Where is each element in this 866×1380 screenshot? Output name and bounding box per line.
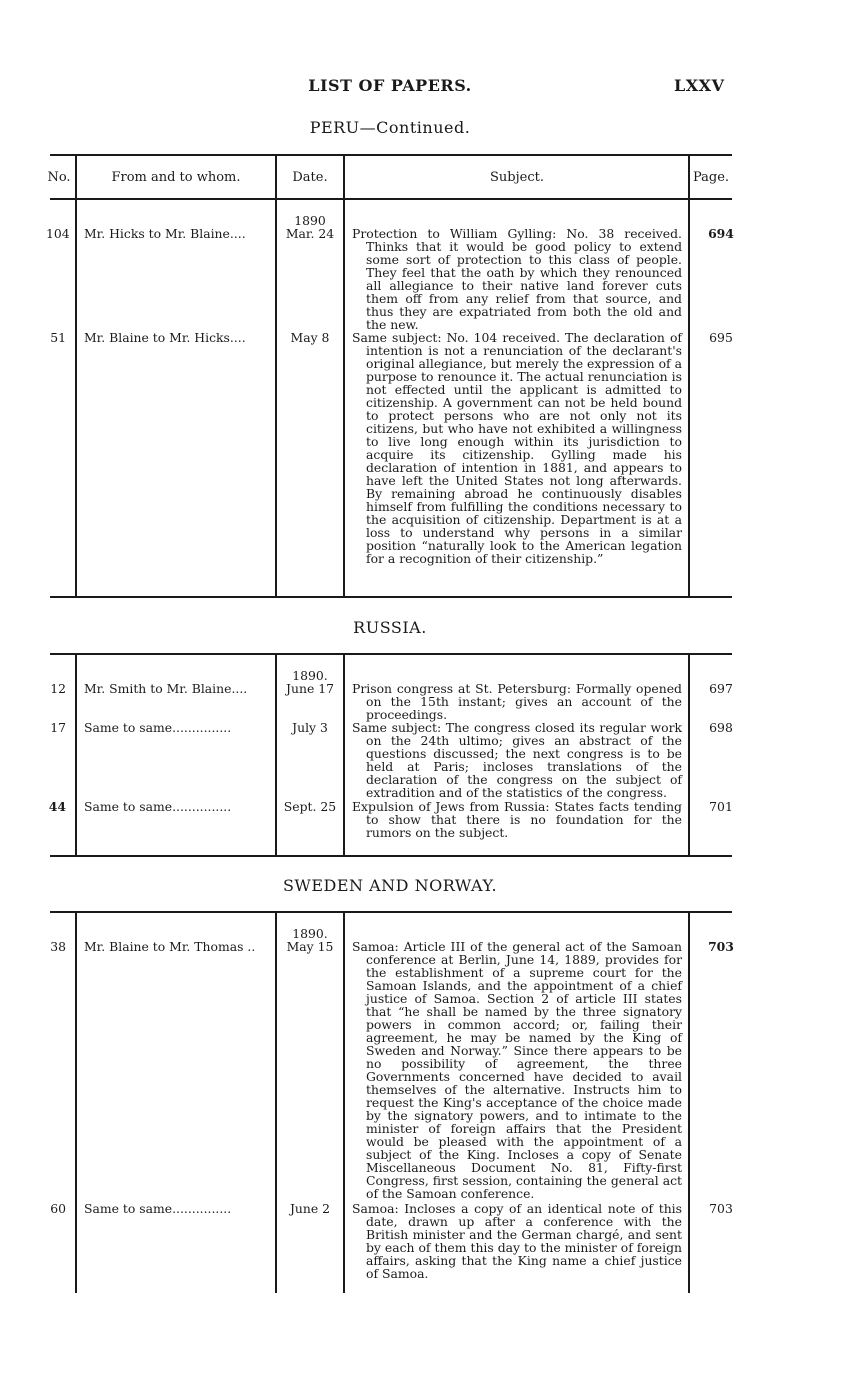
entry-from-to: Mr. Smith to Mr. Blaine....	[84, 682, 248, 695]
entry-number: 44	[48, 799, 66, 814]
column-divider	[275, 156, 277, 596]
entry-number: 17	[50, 720, 66, 735]
column-header-page: Page.	[692, 170, 730, 185]
entry-page: 703	[708, 939, 734, 954]
entry-number: 12	[50, 681, 66, 696]
section-title-russia: RUSSIA.	[353, 618, 427, 637]
entry-date: Mar. 24	[285, 226, 335, 241]
column-divider	[75, 913, 77, 1293]
entry-page: 698	[709, 720, 733, 735]
entry-number: 51	[50, 330, 66, 345]
column-divider	[343, 655, 345, 855]
entry-from-to: Mr. Blaine to Mr. Hicks....	[84, 331, 246, 344]
column-header-no: No.	[47, 170, 71, 185]
entry-page: 694	[708, 226, 734, 241]
entry-subject: Same subject: The congress closed its regular work on the 24th ultimo; gives an abstract of the questions discussed; the next congress is to be held at Paris; incloses translations of the declaration of the congress on the subject of extradition and of the statistics of the congress.	[352, 720, 682, 800]
entry-page: 701	[709, 799, 733, 814]
entry-number: 104	[46, 226, 70, 241]
column-header-date: Date.	[292, 170, 328, 185]
entry-from-to: Same to same...............	[84, 721, 232, 734]
entry-subject: Protection to William Gylling: No. 38 received. Thinks that it would be good policy to extend some sort of protection to this class of people. They feel that the oath by which they renounced all allegiance to their native land forever cuts them off from any relief from that source, and thus they are expatriated from both the old and the new.	[352, 226, 682, 332]
column-divider	[688, 913, 690, 1293]
entry-page: 703	[709, 1201, 733, 1216]
column-divider	[343, 156, 345, 596]
entry-number: 38	[50, 939, 66, 954]
entry-year: 1890	[294, 213, 326, 228]
entry-from-to: Mr. Blaine to Mr. Thomas ..	[84, 940, 256, 953]
entry-subject: Samoa: Incloses a copy of an identical note of this date, drawn up after a conference with the British minister and the German chargé, and sent by each of them this day to the minister of foreign affairs, asking that the King name a chief justice of Samoa.	[352, 1201, 682, 1281]
table-bottom-rule	[50, 855, 732, 857]
entry-date: July 3	[292, 720, 328, 735]
column-divider	[343, 913, 345, 1293]
entry-year: 1890.	[292, 926, 328, 941]
column-divider	[75, 156, 77, 596]
table-top-rule	[50, 653, 732, 655]
section-title-peru: PERU—Continued.	[309, 118, 471, 137]
page-header	[0, 76, 866, 100]
entry-number: 60	[50, 1201, 66, 1216]
section-title-sweden-norway: SWEDEN AND NORWAY.	[282, 876, 498, 895]
header-rule	[50, 198, 732, 200]
entry-page: 697	[709, 681, 733, 696]
entry-subject: Same subject: No. 104 received. The declaration of intention is not a renunciation of the declarant's original allegiance, but merely the expression of a purpose to renounce it. The actual renunciation is not effected until the applicant is admitted to citizenship. A government can not be held bound to protect persons who are not only not its citizens, but who have not exhibited a willingness to live long enough within its jurisdiction to acquire its citizenship. Gylling made his declaration of intention in 1881, and appears to have left the United States not long afterwards. By remaining abroad he continuously disables himself from fulfilling the conditions necessary to the acquisition of citizenship. Department is at a loss to understand why persons in a similar position “naturally look to the American legation for a recognition of their citizenship.”	[352, 330, 682, 566]
column-divider	[75, 655, 77, 855]
column-divider	[688, 156, 690, 596]
entry-from-to: Same to same...............	[84, 1202, 232, 1215]
entry-date: May 15	[286, 939, 334, 954]
column-header-subject: Subject.	[490, 170, 544, 185]
page-number: LXXV	[674, 76, 725, 95]
table-top-rule	[50, 154, 732, 156]
column-divider	[688, 655, 690, 855]
entry-year: 1890.	[292, 668, 328, 683]
page-title: LIST OF PAPERS.	[308, 76, 472, 95]
entry-page: 695	[709, 330, 733, 345]
entry-date: May 8	[290, 330, 330, 345]
column-divider	[275, 913, 277, 1293]
entry-subject: Expulsion of Jews from Russia: States facts tending to show that there is no foundation for the rumors on the subject.	[352, 799, 682, 840]
column-header-from: From and to whom.	[111, 170, 241, 185]
entry-from-to: Same to same...............	[84, 800, 232, 813]
entry-date: June 2	[289, 1201, 331, 1216]
entry-date: June 17	[286, 681, 334, 696]
table-bottom-rule	[50, 596, 732, 598]
entry-from-to: Mr. Hicks to Mr. Blaine....	[84, 227, 246, 240]
entry-date: Sept. 25	[283, 799, 337, 814]
table-top-rule	[50, 911, 732, 913]
entry-subject: Prison congress at St. Petersburg: Formally opened on the 15th instant; gives an account of the proceedings.	[352, 681, 682, 722]
entry-subject: Samoa: Article III of the general act of the Samoan conference at Berlin, June 14, 1889, provides for the establishment of a supreme court for the Samoan Islands, and the appointment of a chief justice of Samoa. Section 2 of article III states that “he shall be named by the three signatory powers in common accord; or, failing their agreement, he may be named by the King of Sweden and Norway.” Since there appears to be no possibility of agreement, the three Governments concerned have decided to avail themselves of the alternative. Instructs him to request the King's acceptance of the choice made by the signatory powers, and to intimate to the minister of foreign affairs that the President would be pleased with the appointment of a subject of the King. Incloses a copy of Senate Miscellaneous Document No. 81, Fifty-first Congress, first session, containing the general act of the Samoan conference.	[352, 939, 682, 1201]
